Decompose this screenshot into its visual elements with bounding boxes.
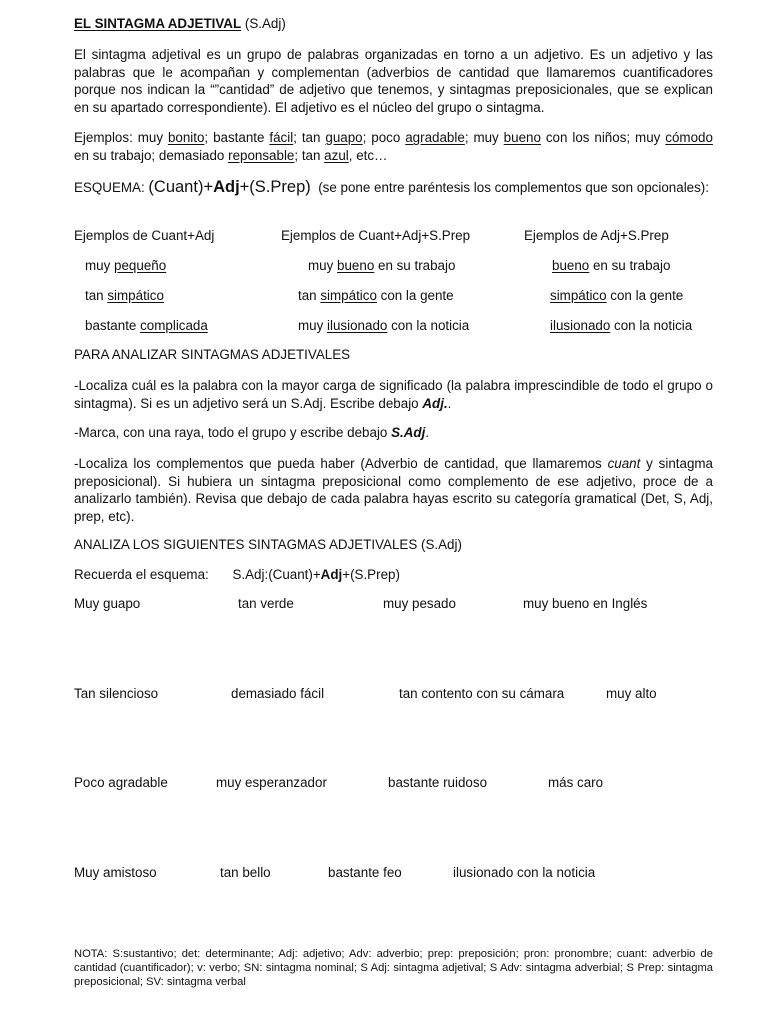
example-item: muy cómodo en su trabajo bbox=[74, 130, 713, 163]
recuerda-label: Recuerda el esquema: bbox=[74, 567, 209, 582]
table-cell: muy pequeño bbox=[85, 258, 167, 273]
exercise-item: muy esperanzador bbox=[216, 775, 327, 790]
examples-tail: , etc… bbox=[348, 147, 388, 163]
ejercicio-heading: ANALIZA LOS SIGUIENTES SINTAGMAS ADJETIVALES (S.Adj) bbox=[74, 537, 462, 552]
table-cell: tan simpático con la gente bbox=[298, 288, 454, 303]
nota-footnote: NOTA: S:sustantivo; det: determinante; Adj: adjetivo; Adv: adverbio; prep: preposición; pron: pronombre; cuant: adverbio de cantidad (cuantificador); v: verbo; SN: sintagma nominal; S Adj: sintagma adjetival; S Adv: sintagma adverbial; S Prep: sintagma preposicional; SV: sintagma verbal bbox=[74, 948, 713, 989]
example-item: poco agradable bbox=[371, 130, 465, 145]
exercise-item: más caro bbox=[548, 775, 604, 790]
exercise-item: muy pesado bbox=[383, 596, 456, 611]
example-adjective: guapo bbox=[325, 130, 363, 145]
example-adjective: azul bbox=[324, 147, 349, 163]
example-item: muy bonito bbox=[137, 130, 205, 145]
document-page bbox=[74, 0, 713, 1024]
example-adjective: cómodo bbox=[665, 130, 713, 145]
recuerda-prep: +(S.Prep) bbox=[342, 567, 400, 582]
examples-list: muy bonito; bastante fácil; tan guapo; poco agradable; muy bueno con los niños; muy cómodo en su trabajo; demasiado reponsable; tan azul bbox=[74, 130, 713, 163]
esquema-adj: Adj bbox=[213, 178, 240, 196]
table-cell: bueno en su trabajo bbox=[552, 258, 671, 273]
examples-label: Ejemplos: bbox=[74, 130, 133, 145]
exercise-item: ilusionado con la noticia bbox=[453, 865, 596, 880]
document-title bbox=[74, 16, 286, 31]
table-adjective: simpático bbox=[107, 288, 164, 303]
analizar-step-2 bbox=[74, 424, 713, 442]
esquema-cuant: (Cuant)+ bbox=[148, 178, 214, 196]
table-adjective: bueno bbox=[337, 258, 375, 273]
table-header-adj-sprep: Ejemplos de Adj+S.Prep bbox=[524, 228, 669, 243]
table-adjective: pequeño bbox=[114, 258, 167, 273]
example-item: demasiado reponsable bbox=[158, 147, 295, 163]
example-item: bastante fácil bbox=[213, 130, 294, 145]
table-adjective: complicada bbox=[140, 318, 208, 333]
step-1-bold: Adj. bbox=[422, 395, 448, 411]
step-1-text: -Localiza cuál es la palabra con la mayor carga de significado (la palabra imprescindible de todo el grupo o sintagma). Si es un adjetivo será un S.Adj. Escribe debajo bbox=[74, 378, 713, 411]
exercise-item: tan verde bbox=[238, 596, 294, 611]
exercise-item: tan contento con su cámara bbox=[399, 686, 565, 701]
table-cell: ilusionado con la noticia bbox=[550, 318, 693, 333]
table-adjective: bueno bbox=[552, 258, 590, 273]
intro-paragraph: El sintagma adjetival es un grupo de palabras organizadas en torno a un adjetivo. Es un adjetivo y las palabras que le acompañan y complementan (adverbios de cantidad que llamaremos cuantificadores porque nos indican la “”cantidad” de adjetivo que tenemos, y sintagmas preposicionales, que se explican en su apartado correspondiente). El adjetivo es el núcleo del grupo o sintagma. bbox=[74, 47, 713, 115]
esquema-note: (se pone entre paréntesis los complementos que son opcionales): bbox=[318, 180, 709, 195]
exercise-item: Tan silencioso bbox=[74, 686, 159, 701]
step-2-bold: S.Adj bbox=[391, 425, 426, 440]
exercise-item: muy alto bbox=[606, 686, 657, 701]
example-adjective: agradable bbox=[405, 130, 465, 145]
table-header-cuant-adj-sprep: Ejemplos de Cuant+Adj+S.Prep bbox=[281, 228, 471, 243]
step-2-text: -Marca, con una raya, todo el grupo y escribe debajo bbox=[74, 425, 388, 440]
exercise-item: demasiado fácil bbox=[231, 686, 325, 701]
analizar-heading: PARA ANALIZAR SINTAGMAS ADJETIVALES bbox=[74, 347, 351, 362]
esquema-paragraph bbox=[74, 178, 713, 197]
exercise-item: Muy amistoso bbox=[74, 865, 157, 880]
step-2-end: . bbox=[425, 425, 430, 440]
example-adjective: fácil bbox=[269, 130, 294, 145]
analizar-step-1 bbox=[74, 377, 713, 412]
table-header-cuant-adj: Ejemplos de Cuant+Adj bbox=[74, 228, 215, 243]
examples-paragraph bbox=[74, 129, 713, 164]
step-1-end: . bbox=[447, 395, 452, 411]
example-item: tan guapo bbox=[301, 130, 363, 145]
step-3-text-a: -Localiza los complementos que pueda haber (Adverbio de cantidad, que llamaremos bbox=[74, 456, 602, 471]
table-cell: muy bueno en su trabajo bbox=[308, 258, 456, 273]
step-3-italic: cuant bbox=[607, 456, 641, 471]
table-adjective: simpático bbox=[320, 288, 377, 303]
table-cell: muy ilusionado con la noticia bbox=[298, 318, 470, 333]
example-item: muy bueno con los niños bbox=[473, 130, 627, 145]
exercise-item: Muy guapo bbox=[74, 596, 141, 611]
table-adjective: ilusionado bbox=[550, 318, 611, 333]
table-cell: bastante complicada bbox=[85, 318, 208, 333]
esquema-prep: +(S.Prep) bbox=[239, 178, 311, 196]
exercise-item: muy bueno en Inglés bbox=[523, 596, 648, 611]
step-3-text-b: y sintagma preposicional). Si hubiera un sintagma preposicional como complemento de ese adjetivo, proce de a analizarlo también). Revisa que debajo de cada palabra hayas escrito su categoría gramatical (Det, S, Adj, prep, etc). bbox=[74, 456, 713, 524]
recuerda-esquema bbox=[74, 567, 400, 582]
analizar-step-3 bbox=[74, 455, 713, 525]
example-adjective: bueno bbox=[503, 130, 541, 145]
exercise-item: bastante ruidoso bbox=[388, 775, 488, 790]
table-cell: tan simpático bbox=[85, 288, 164, 303]
exercise-item: bastante feo bbox=[328, 865, 402, 880]
esquema-label: ESQUEMA: bbox=[74, 180, 145, 195]
table-adjective: ilusionado bbox=[327, 318, 388, 333]
title-main: EL SINTAGMA ADJETIVAL bbox=[74, 16, 242, 31]
example-adjective: reponsable bbox=[228, 147, 295, 163]
example-item: tan azul bbox=[301, 147, 349, 163]
example-adjective: bonito bbox=[167, 130, 205, 145]
table-cell: simpático con la gente bbox=[550, 288, 684, 303]
recuerda-cuant: S.Adj:(Cuant)+ bbox=[232, 567, 321, 582]
exercise-item: Poco agradable bbox=[74, 775, 168, 790]
recuerda-adj: Adj bbox=[320, 567, 343, 582]
table-adjective: simpático bbox=[550, 288, 607, 303]
exercise-item: tan bello bbox=[220, 865, 271, 880]
title-suffix: (S.Adj) bbox=[244, 16, 286, 31]
